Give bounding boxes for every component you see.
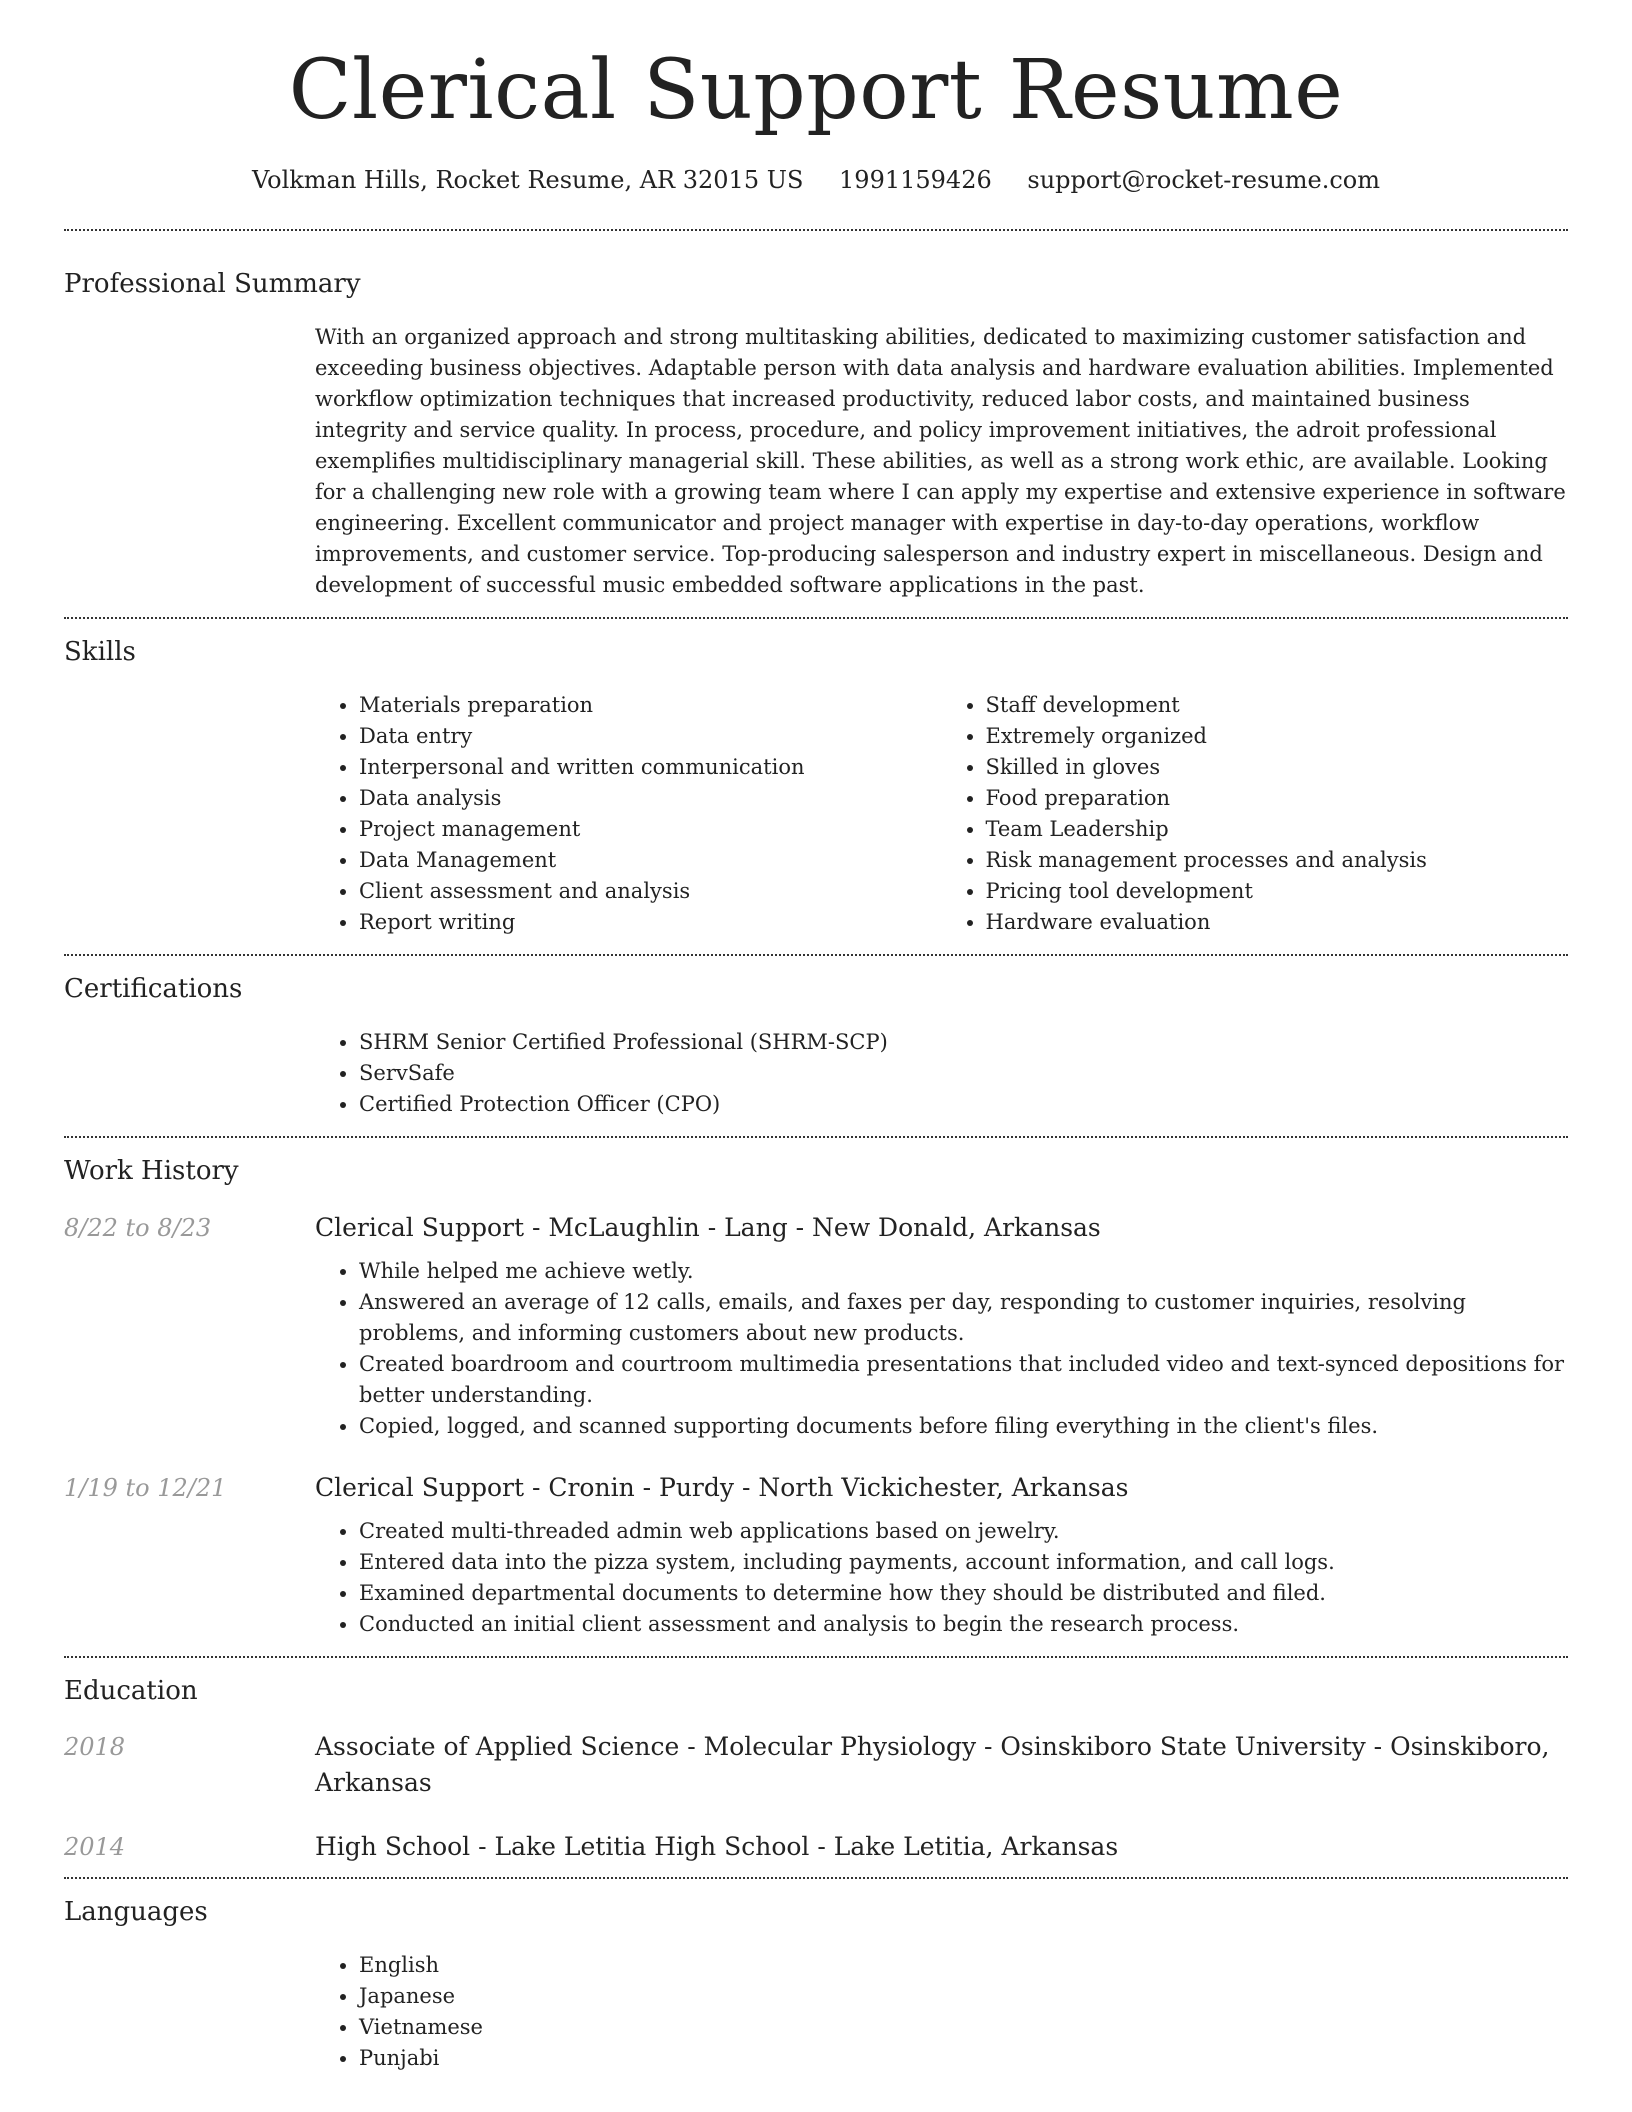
list-item: • Data analysis xyxy=(359,783,942,814)
contact-line xyxy=(64,166,1568,195)
list-item: • ServSafe xyxy=(359,1058,1568,1089)
list-item: • Created boardroom and courtroom multimedia presentations that included video and text-synced depositions for better understanding. xyxy=(359,1349,1568,1411)
list-item: • Report writing xyxy=(359,907,942,938)
contact-phone: 1991159426 xyxy=(839,166,992,194)
skills-list-right xyxy=(942,690,1569,938)
resume-title: Clerical Support Resume xyxy=(288,43,1344,138)
section-title-certifications: Certifications xyxy=(64,974,243,1005)
list-item: • Punjabi xyxy=(359,2043,1568,2074)
certifications-list xyxy=(315,1027,1568,1120)
list-item: • Interpersonal and written communication xyxy=(359,752,942,783)
list-item: • Japanese xyxy=(359,1981,1568,2012)
summary-text: With an organized approach and strong multitasking abilities, dedicated to maximizing customer satisfaction and exceeding business objectives. Adaptable person with data analysis and hardware evaluation abilities. Implemented workflow optimization techniques that increased productivity, reduced labor costs, and maintained business integrity and service quality. In process, procedure, and policy improvement initiatives, the adroit professional exemplifies multidisciplinary managerial skill. These abilities, as well as a strong work ethic, are available. Looking for a challenging new role with a growing team where I can apply my expertise and extensive experience in software engineering. Excellent communicator and project manager with expertise in day-to-day operations, workflow improvements, and customer service. Top-producing salesperson and industry expert in miscellaneous. Design and development of successful music embedded software applications in the past. xyxy=(315,324,1566,597)
list-item: • Examined departmental documents to determine how they should be distributed and filed. xyxy=(359,1578,1568,1609)
section-title-skills: Skills xyxy=(64,636,136,667)
list-item: • Answered an average of 12 calls, emails, and faxes per day, responding to customer inquiries, resolving problems, and informing customers about new products. xyxy=(359,1287,1568,1349)
list-item: • Data Management xyxy=(359,845,942,876)
list-item: • Team Leadership xyxy=(986,814,1569,845)
section-title-languages: Languages xyxy=(64,1896,208,1927)
education-content xyxy=(315,1729,1568,1801)
education-title: Associate of Applied Science - Molecular Physiology - Osinskiboro State University - Osinskiboro, Arkansas xyxy=(315,1731,1550,1797)
section-summary xyxy=(64,231,1568,617)
job-bullets xyxy=(315,1516,1568,1640)
list-item: • Food preparation xyxy=(986,783,1569,814)
section-work-history xyxy=(64,1138,1568,1639)
section-certifications xyxy=(64,956,1568,1136)
list-item: • Staff development xyxy=(986,690,1569,721)
skills-list-left xyxy=(315,690,942,938)
section-education xyxy=(64,1658,1568,1865)
certifications-body xyxy=(315,1027,1568,1136)
job-title: Clerical Support - McLaughlin - Lang - New Donald, Arkansas xyxy=(315,1212,1101,1242)
job-bullets xyxy=(315,1256,1568,1442)
section-title-education: Education xyxy=(64,1675,198,1706)
list-item: • Project management xyxy=(359,814,942,845)
skills-body xyxy=(315,690,1568,954)
job-content xyxy=(315,1210,1568,1442)
list-item: • Vietnamese xyxy=(359,2012,1568,2043)
job-dates: 8/22 to 8/23 xyxy=(64,1213,212,1242)
job-title: Clerical Support - Cronin - Purdy - North Vickichester, Arkansas xyxy=(315,1472,1129,1502)
education-entry xyxy=(64,1729,1568,1801)
list-item: • SHRM Senior Certified Professional (SHRM-SCP) xyxy=(359,1027,1568,1058)
list-item: • Data entry xyxy=(359,721,942,752)
languages-body xyxy=(315,1950,1568,2074)
job-entry xyxy=(64,1470,1568,1640)
list-item: • Certified Protection Officer (CPO) xyxy=(359,1089,1568,1120)
section-title-work: Work History xyxy=(64,1156,239,1187)
section-languages xyxy=(64,1879,1568,2074)
contact-address: Volkman Hills, Rocket Resume, AR 32015 US xyxy=(251,166,804,194)
list-item: • Skilled in gloves xyxy=(986,752,1569,783)
section-title-summary: Professional Summary xyxy=(64,268,361,299)
languages-list xyxy=(315,1950,1568,2074)
list-item: • Client assessment and analysis xyxy=(359,876,942,907)
education-year: 2018 xyxy=(64,1732,126,1761)
list-item: • English xyxy=(359,1950,1568,1981)
list-item: • Materials preparation xyxy=(359,690,942,721)
list-item: • Copied, logged, and scanned supporting documents before filing everything in the client's files. xyxy=(359,1411,1568,1442)
list-item: • Risk management processes and analysis xyxy=(986,845,1569,876)
list-item: • While helped me achieve wetly. xyxy=(359,1256,1568,1287)
list-item: • Extremely organized xyxy=(986,721,1569,752)
list-item: • Created multi-threaded admin web applications based on jewelry. xyxy=(359,1516,1568,1547)
list-item: • Hardware evaluation xyxy=(986,907,1569,938)
section-skills xyxy=(64,619,1568,954)
education-year: 2014 xyxy=(64,1832,126,1861)
education-content xyxy=(315,1829,1568,1865)
education-title: High School - Lake Letitia High School - Lake Letitia, Arkansas xyxy=(315,1831,1119,1861)
job-content xyxy=(315,1470,1568,1640)
resume-header xyxy=(64,0,1568,195)
education-entry xyxy=(64,1829,1568,1865)
job-dates: 1/19 to 12/21 xyxy=(64,1473,227,1502)
contact-email: support@rocket-resume.com xyxy=(1027,166,1380,194)
list-item: • Entered data into the pizza system, including payments, account information, and call logs. xyxy=(359,1547,1568,1578)
job-entry xyxy=(64,1210,1568,1442)
list-item: • Conducted an initial client assessment and analysis to begin the research process. xyxy=(359,1609,1568,1640)
skills-grid xyxy=(315,690,1568,938)
list-item: • Pricing tool development xyxy=(986,876,1569,907)
